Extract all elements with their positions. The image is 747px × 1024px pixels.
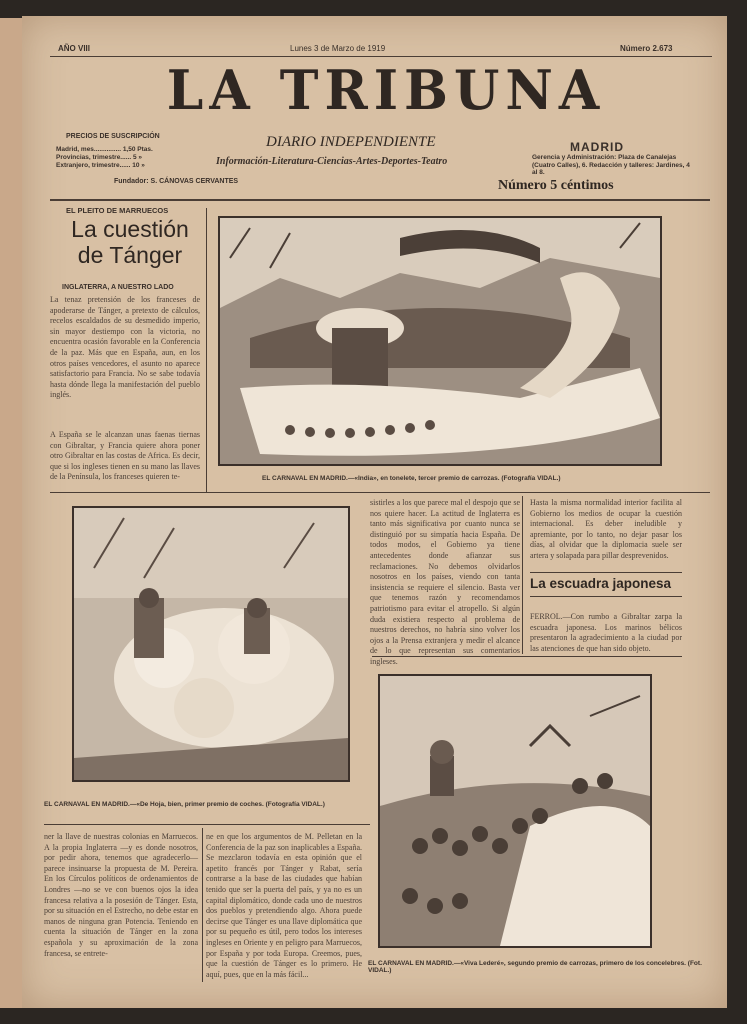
article-paragraph: La tenaz pretensión de los franceses de apoderarse de Tánger, a pretexto de cálculos, recelos escaldados de su desmedido imperio, sin mayor destiempo con la victoria, no encuentra ocasión favorable en la Conferencia de la paz. Más que en España, aun, en los otros países vencedores, el asunto no aparece satisfactorio para Francia. No se sabe todavía hasta dónde llega la manifestación del pueblo inglés. <box>50 295 200 400</box>
newspaper-page <box>22 16 727 1008</box>
issue-date: Lunes 3 de Marzo de 1919 <box>290 44 386 53</box>
price-label: Número 5 céntimos <box>498 178 614 193</box>
photo-coche-de-hoja <box>74 508 348 780</box>
section-rule <box>530 572 682 573</box>
title-line: La cuestión <box>71 216 189 242</box>
carnival-float-photo <box>218 216 662 466</box>
column-divider <box>206 208 207 492</box>
founder-label: Fundador: S. CÁNOVAS CERVANTES <box>114 178 239 185</box>
left-photo-caption: EL CARNAVAL EN MADRID.—«De Hoja, bien, primer premio de coches. (Fotografía VIDAL.) <box>44 801 325 808</box>
carnival-crowd-photo <box>378 674 652 948</box>
top-photo-caption: EL CARNAVAL EN MADRID.—«India», en tonelete, tercer premio de carrozas. (Fotografía VIDAL.) <box>262 475 561 482</box>
masthead-subtitle: DIARIO INDEPENDIENTE <box>266 134 436 150</box>
photo-carroza-india <box>220 218 660 464</box>
section-rule <box>44 824 370 825</box>
section-rule <box>50 492 710 493</box>
article-kicker: EL PLEITO DE MARRUECOS <box>66 206 169 215</box>
article-column: Hasta la misma normalidad interior facilita al Gobierno los medios de ocupar la cuestión internacional. Es deber ineludible y apremiante, por lo tanto, no dejar pasar los días, al olvidar que la diplomacia suele ser artera y solapada para pillar desprevenidos. <box>530 498 682 560</box>
column-divider <box>202 828 203 982</box>
article-column: sistirles a los que parece mal el despojo que se nos quiere hacer. La actitud de Inglaterra es tanto más significativa por cuanto nunca se distinguió por su simpatía hacia España. De todos modos, el Gobierno ya tiene antecedentes donde afianzar sus reclamaciones. No debemos olvidarlos nosotros en los países, viendo con tanta insistencia se requiere el silencio. Basta ver que tenemos razón y recomendamos patriotismo para evitar el atropello. Si algún duda existiera respecto al problema de nuestros derechos, no habría sino volver los ojos a la Prensa extranjera y medir el alcance de lo que representan sus comentarios ingleses. <box>370 498 520 666</box>
article-continuation: ne en que los argumentos de M. Pelletan en la Conferencia de la paz son inaplicables a España. Se mezclaron todavía en esta opinión que el apetito francés por Tánger y Rabat, sería contrarse a la base de las ciudades que habían tenido que ser la puerta del país, y ya no es un capital diplomático, donde cada uno de nuestros dos pueblos y pretendiendo algo. Ahora puede decirse que Tánger es una llave diplomática que por su pequeño es útil, pero todos los intereses ingleses en Oriente y en peligro para Marruecos, por España y por toda Europa. Creemos, pues, que la cuestión de Tánger es lo primero. He aquí, pues, que en la más fácil... <box>206 832 362 979</box>
year-label: AÑO VIII <box>58 44 91 53</box>
column-divider <box>522 496 523 654</box>
photo-viva-lederer <box>380 676 650 946</box>
issue-number: Número 2.673 <box>620 44 673 53</box>
top-rule <box>50 56 712 57</box>
masthead-tagline: Información-Literatura-Ciencias-Artes-Deportes-Teatro <box>216 156 448 167</box>
city-label: MADRID <box>570 140 624 154</box>
article-title <box>52 216 208 268</box>
section-rule <box>372 656 682 657</box>
subscription-list <box>56 146 153 170</box>
section-rule <box>530 596 682 597</box>
subscription-line: Madrid, mes............... 1,50 Ptas. <box>56 146 153 153</box>
escuadra-headline: La escuadra japonesa <box>530 576 672 591</box>
subscription-line: Extranjero, trimestre...... 10 » <box>56 162 145 169</box>
article-subhead: INGLATERRA, A NUESTRO LADO <box>62 284 174 291</box>
article-paragraph: A España se le alcanzan unas faenas tiernas con Gibraltar, y Francia quiere ahora poner otro Gibraltar en las costas de Africa. Es decir, que si los ingleses tienen en su mano las llaves de la Península, los franceses quieren te- <box>50 430 200 482</box>
article-continuation: ner la llave de nuestras colonias en Marruecos. A la propia Inglaterra —y es donde nosotros, por pedir ahora, tenemos que agradecerlo— parece insinuarse la propuesta de M. Pereira. En los Círculos políticos de ordenamientos de Londres —no se ve con buenos ojos la idea francesa relativa a la posesión de Tánger. Esta, por su situación en el Estrecho, no debe estar en manos de ninguna gran Potencia. Teniendo en cuenta la situación de Tánger en la zona española y su aproximación de la zona francesa, se entrete- <box>44 832 198 958</box>
right-photo-caption: EL CARNAVAL EN MADRID.—«Viva Lederé», segundo premio de carrozas, primero de los concelebres. (Fot. VIDAL.) <box>368 960 702 974</box>
masthead-title: LA TRIBUNA <box>166 58 606 123</box>
admin-address: Gerencia y Administración: Plaza de Canalejas (Cuatro Calles), 6. Redacción y talleres: Jardines, 4 al 8. <box>532 154 690 176</box>
previous-page-edge <box>0 18 23 1008</box>
subscription-title: PRECIOS DE SUSCRIPCIÓN <box>66 133 160 140</box>
escuadra-text: FERROL.—Con rumbo a Gibraltar zarpa la escuadra japonesa. Los marinos bélicos presentaron la agradecimiento a la ciudad por las atenciones de que han sido objeto. <box>530 612 682 653</box>
title-line: de Tánger <box>77 242 183 268</box>
carnival-coach-photo <box>72 506 350 782</box>
subscription-line: Provincias, trimestre...... 5 » <box>56 154 142 161</box>
masthead-bottom-rule <box>50 199 710 201</box>
